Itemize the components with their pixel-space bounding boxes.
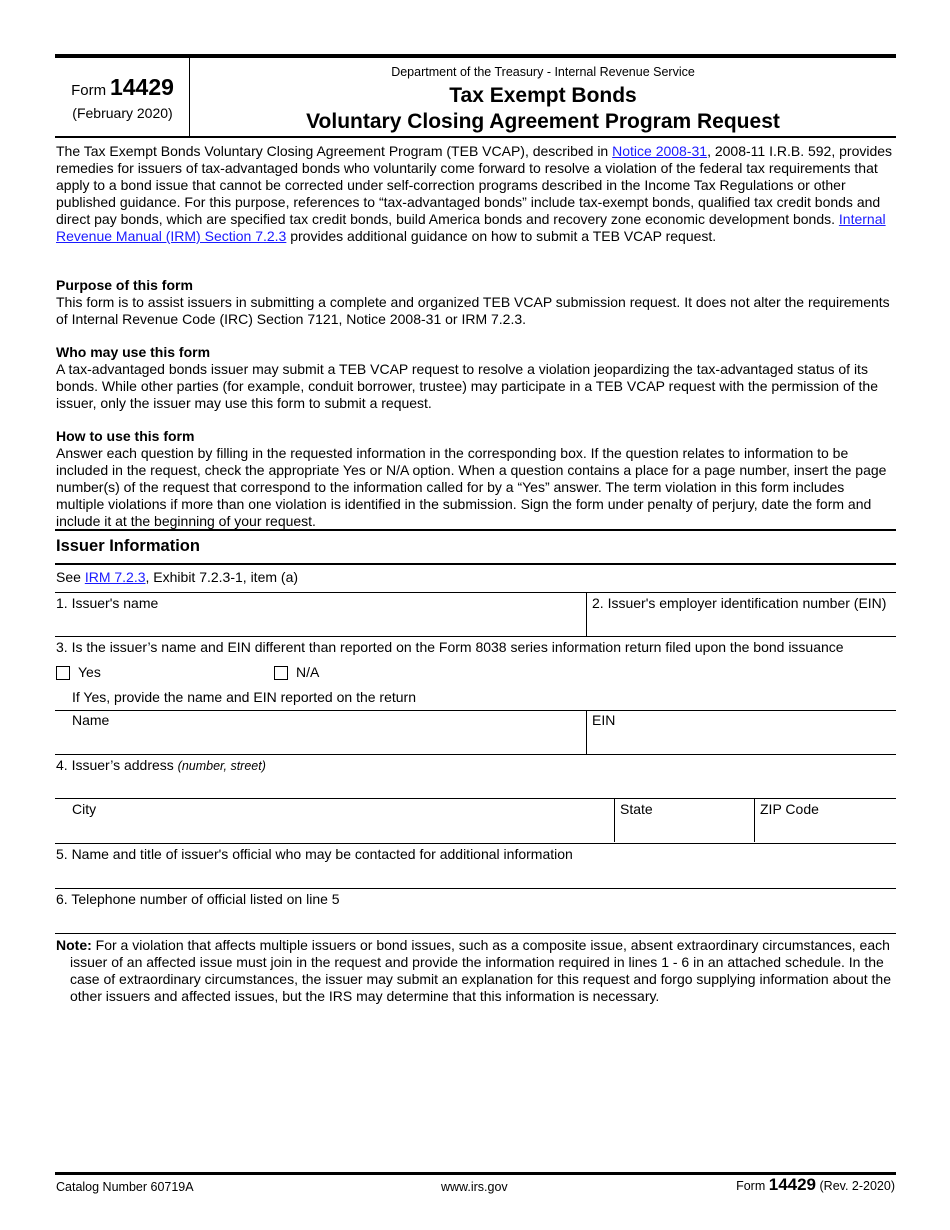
line3-yes-checkbox[interactable]: [56, 666, 70, 680]
form-date: (February 2020): [72, 105, 173, 121]
note-text: For a violation that affects multiple issuers or bond issues, such as a composite issue, absent extraordinary circumstances, each issuer of an affected issue must join in the request and provide the information required in lines 1 - 6 in an attached schedule. In the case of extraordinary circumstances, the issuer may submit an explanation for this request and forgo supplying information about the other issuers and affected issues, but the IRS may determine that this information is necessary.: [70, 937, 891, 1004]
row-rule: [55, 798, 896, 799]
address-input[interactable]: [58, 776, 892, 796]
line3-na-checkbox[interactable]: [274, 666, 288, 680]
issuer-ein-label: 2. Issuer's employer identification number (EIN): [592, 595, 887, 611]
row-rule: [55, 710, 896, 711]
form-header: [55, 54, 896, 138]
line3-na-label: N/A: [296, 664, 320, 680]
address-label: [56, 757, 266, 773]
footer-form-word: Form: [736, 1179, 766, 1193]
if-yes-instruction: If Yes, provide the name and EIN reported on the return: [72, 689, 416, 705]
line3-yes-label: Yes: [78, 664, 101, 680]
form-title-line2: Voluntary Closing Agreement Program Request: [306, 110, 780, 133]
website: www.irs.gov: [441, 1180, 508, 1194]
issuer-heading-rule: [55, 563, 896, 565]
zip-input[interactable]: [760, 820, 892, 840]
row-rule: [55, 843, 896, 844]
state-input[interactable]: [620, 820, 748, 840]
row-rule: [55, 754, 896, 755]
column-divider: [586, 710, 587, 754]
intro-text-3: provides additional guidance on how to submit a TEB VCAP request.: [286, 228, 717, 244]
column-divider: [614, 798, 615, 842]
row-rule: [55, 888, 896, 889]
contact-official-label: 5. Name and title of issuer's official who may be contacted for additional information: [56, 846, 573, 862]
row-rule: [55, 636, 896, 637]
reported-ein-label: EIN: [592, 712, 616, 728]
form-number: 14429: [109, 74, 174, 100]
issuer-name-label: 1. Issuer's name: [56, 595, 159, 611]
purpose-text: This form is to assist issuers in submitting a complete and organized TEB VCAP submission request. It does not alter the requirements of Internal Revenue Code (IRC) Section 7121, Notice 2008-31 or IRM 7.2.3.: [56, 294, 890, 327]
reported-name-label: Name: [72, 712, 110, 728]
address-label-text: 4. Issuer’s address: [56, 757, 174, 773]
irm-section-link[interactable]: Internal Revenue Manual (IRM) Section 7.2.3: [56, 211, 886, 244]
who-text: A tax-advantaged bonds issuer may submit a TEB VCAP request to resolve a violation jeopardizing the tax-advantaged status of its bonds. While other parties (for example, conduit borrower, trustee) may participate in a TEB VCAP request with the permission of the issuer, only the issuer may use this form to submit a request.: [56, 361, 878, 411]
reported-ein-input[interactable]: [592, 732, 892, 752]
department: Department of the Treasury - Internal Revenue Service: [391, 65, 695, 79]
issuer-section-heading: Issuer Information: [56, 537, 200, 555]
footer-form-id: [736, 1175, 895, 1195]
who-section: [56, 344, 896, 412]
form-title-line1: Tax Exempt Bonds: [449, 84, 637, 107]
issuer-ein-input[interactable]: [592, 614, 892, 634]
form-id-box: [55, 58, 190, 136]
intro-text-2: , 2008-11 I.R.B. 592, provides remedies for issuers of tax-advantaged bonds who voluntarily come forward to resolve a violation of the federal tax requirements that apply to a bond issue that cannot be corrected under self-correction programs described in the Income Tax Regulations or other published guidance. For this purpose, references to “tax-advantaged bonds” include tax-exempt bonds, qualified tax credit bonds and direct pay bonds, which are specified tax credit bonds, build America bonds and recovery zone economic development bonds.: [56, 143, 893, 227]
how-text: Answer each question by filling in the requested information in the corresponding box. If the question relates to information to be included in the request, check the appropriate Yes or N/A option. When a question contains a place for a page number, insert the page number(s) of the request that correspond to the information called for by a “Yes” answer. The term violation in this form includes multiple violations if more than one violation is identified in the submission. Sign the form under penalty of perjury, date the form and include it at the beginning of your request.: [56, 445, 887, 529]
who-heading: Who may use this form: [56, 344, 211, 360]
irm-reference-pre: See: [56, 569, 85, 585]
city-label: City: [72, 801, 97, 817]
footer-revision: (Rev. 2-2020): [819, 1179, 895, 1193]
issuer-name-input[interactable]: [58, 614, 578, 634]
footer-form-number: 14429: [768, 1175, 817, 1194]
issuer-section-top-rule: [55, 529, 896, 531]
row-rule: [55, 933, 896, 934]
contact-official-input[interactable]: [58, 865, 892, 885]
purpose-section: [56, 277, 896, 328]
purpose-heading: Purpose of this form: [56, 277, 193, 293]
state-label: State: [620, 801, 653, 817]
city-input[interactable]: [72, 820, 606, 840]
notice-link[interactable]: Notice 2008-31: [612, 143, 708, 159]
how-heading: How to use this form: [56, 428, 195, 444]
intro-text-1: The Tax Exempt Bonds Voluntary Closing Agreement Program (TEB VCAP), described in: [56, 143, 613, 159]
row-rule: [55, 592, 896, 593]
how-section: [56, 428, 896, 530]
form-number-line: [55, 74, 190, 101]
note-paragraph: [56, 937, 896, 1005]
address-hint: (number, street): [177, 759, 266, 773]
irm-7-2-3-link[interactable]: IRM 7.2.3: [84, 569, 146, 585]
form-title-box: [190, 58, 896, 136]
irm-reference-post: , Exhibit 7.2.3-1, item (a): [145, 569, 299, 585]
telephone-label: 6. Telephone number of official listed on line 5: [56, 891, 340, 907]
intro-paragraph: [56, 143, 896, 245]
line3-question: 3. Is the issuer’s name and EIN different than reported on the Form 8038 series information return filed upon the bond issuance: [56, 639, 844, 655]
catalog-number: Catalog Number 60719A: [56, 1180, 194, 1194]
form-word: Form: [71, 82, 107, 99]
telephone-input[interactable]: [58, 910, 892, 930]
reported-name-input[interactable]: [72, 732, 578, 752]
note-label: Note:: [56, 937, 92, 953]
column-divider: [586, 592, 587, 636]
column-divider: [754, 798, 755, 842]
irm-reference: [56, 569, 298, 585]
zip-label: ZIP Code: [760, 801, 819, 817]
